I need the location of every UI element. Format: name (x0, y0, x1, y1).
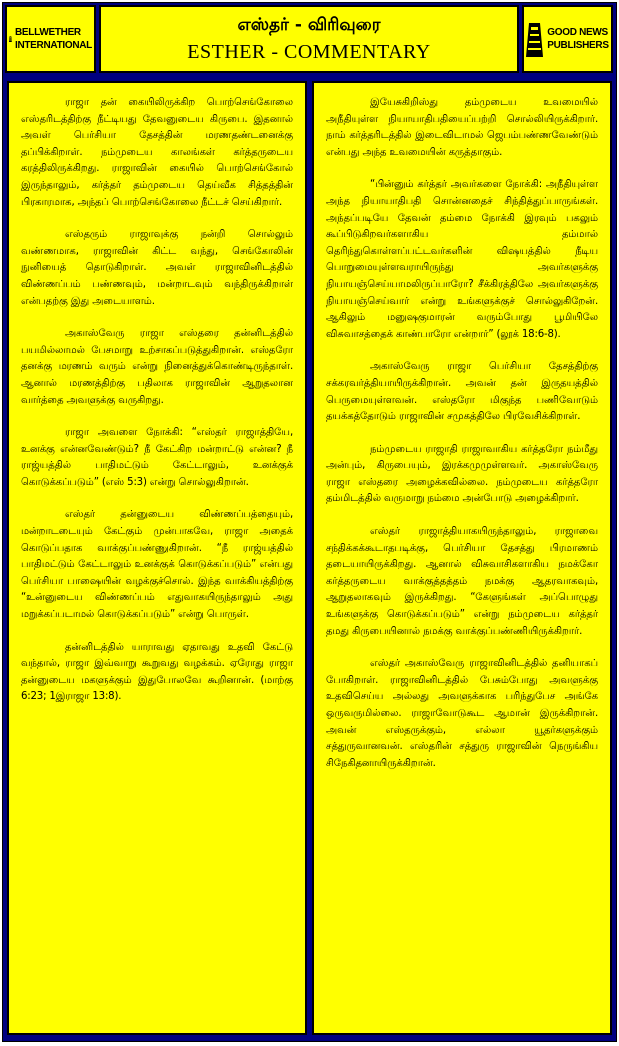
paragraph: எஸ்தர் தன்னுடைய விண்ணப்பத்தையும், மன்றாடடையும் கேட்கும் முன்பாகவே, ராஜா அதைக் கொடுப்பதாக வாக்குப்பண்ணுகிறான். “நீ ராஜ்யத்தில் பாதிமட்டும் கேட்டாலும் உனக்குக் கொடுக்கப்படும்” என்பது பெர்சியா பாஷையின் வழக்குச்சொல். இந்த வாக்கியத்திற்கு “உன்னுடைய விண்ணப்பம் எதுவாகயிருந்தாலும் அது மறுக்கப்படாமல் கொடுக்கப்படும்” என்று பொருள். (21, 507, 293, 623)
bellwether-line2: INTERNATIONAL (15, 39, 92, 52)
paragraph: ராஜா தன் கையிலிருக்கிற பொற்செங்கோலை எஸ்தரிடத்திற்கு நீட்டியது தேவனுடைய கிருபை. இதனால் அவள் பெர்சியா தேசத்தின் மரணதண்டனைக்கு தப்பிக்கிறாள். நம்முடைய காலங்கள் கர்த்தருடைய கரத்திலிருக்கிறது. ராஜாவின் கையில் பொற்செங்கோல் இருந்தாலும், கர்த்தர் தம்முடைய தெய்வீக சித்தத்தின் பிரகாரமாக, அந்தப் பொற்செங்கோலை நீட்டச் செய்கிறார். (21, 95, 293, 211)
paragraph: “பின்னும் கர்த்தர் அவர்களை நோக்கி: அநீதியுள்ள அந்த நியாயாதிபதி சொன்னதைச் சிந்தித்துப்பாருங்கள். அந்தப்படியே தேவன் தம்மை நோக்கி இரவும் பகலும் கூப்பிடுகிறவர்களாகிய தம்மால் தெரிந்துகொள்ளப்பட்டவர்களின் விஷயத்தில் நீடிய பொறுமையுள்ளவராயிருந்து அவர்களுக்கு நியாயஞ்செய்யாமலிருப்பாரோ? சீக்கிரத்திலே அவர்களுக்கு நியாயஞ்செய்வார் என்று உங்களுக்குச் சொல்லுகிறேன். ஆகிலும் மனுஷகுமாரன் வரும்போது பூமியிலே விசுவாசத்தைக் காண்பாரோ என்றார்” (லூக் 18:6-8). (326, 177, 598, 343)
page-title-english: ESTHER - COMMENTARY (187, 41, 430, 64)
good-news-logo (522, 5, 613, 73)
bell-icon (526, 19, 544, 59)
paragraph: எஸ்தரும் ராஜாவுக்கு நன்றி சொல்லும் வண்ணமாக, ராஜாவின் கிட்ட வந்து, செங்கோலின் நுனியைத் தொடுகிறாள். அவள் ராஜாவினிடத்தில் விண்ணப்பம் பண்ணவும், மன்றாடவும் வந்திருக்கிறாள் என்பதற்கு இது அடையாளம். (21, 227, 293, 310)
paragraph: தன்னிடத்தில் யாராவது ஏதாவது உதவி கேட்டு வந்தால், ராஜா இவ்வாறு கூறுவது வழக்கம். ஏரோது ராஜா தன்னுடைய மகளுக்கும் இதுபோலவே கூறினான். (மாற்கு 6:23; 1இராஜா 13:8). (21, 640, 293, 706)
paragraph: ராஜா அவளை நோக்கி: “எஸ்தர் ராஜாத்தியே, உனக்கு என்னவேண்டும்? நீ கேட்கிற மன்றாட்டு என்ன? நீ ராஜ்யத்தில் பாதிமட்டும் கேட்டாலும், உனக்குக் கொடுக்கப்படும்” (எஸ் 5:3) என்று சொல்லுகிறான். (21, 425, 293, 491)
title-box (99, 5, 519, 73)
left-column (7, 81, 307, 1035)
bell-icon (9, 19, 12, 59)
bellwether-logo (5, 5, 96, 73)
paragraph: எஸ்தர் அகாஸ்வேரு ராஜாவினிடத்தில் தனியாகப் போகிறாள். ராஜாவினிடத்தில் பேசும்போது அவளுக்கு உதவிசெய்ய அல்லது அவளுக்காக பரிந்துபேச அங்கே ஒருவருமில்லை. ராஜாவோடுகூட ஆமான் இருக்கிறான். அவன் எஸ்தருக்கும், எல்லா யூதர்களுக்கும் சத்துருவானவன். எஸ்தரின் சத்துரு ராஜாவின் நெருங்கிய சிநேகிதனாயிருக்கிறான். (326, 656, 598, 772)
paragraph: அகாஸ்வேரு ராஜா பெர்சியா தேசத்திற்கு சக்கரவர்த்தியாயிருக்கிறான். அவன் தன் இருதயத்தில் பெருமையுள்ளவன். எஸ்தரோ மிகுந்த பணிவோடும் தயக்கத்தோடும் ராஜாவின் சமுகத்திலே பிரவேசிக்கிறாள். (326, 359, 598, 425)
good-news-line1: GOOD NEWS (547, 26, 608, 39)
paragraph: எஸ்தர் ராஜாத்தியாகயிருந்தாலும், ராஜாவை சந்திக்கக்கூடாதபடிக்கு, பெர்சியா தேசத்து பிரமாணம் தடையாயிருக்கிறது. ஆனால் விசுவாசிகளாகிய நமக்கோ கர்த்தருடைய வாக்குத்தத்தம் நமக்கு ஆதரவாகவும், ஆறுதலாகவும் இருக்கிறது. “கேளுங்கள் அப்பொழுது உங்களுக்கு கொடுக்கப்படும்” என்று நம்முடைய கர்த்தர் தமது கிருபையினால் நமக்கு வாக்குப்பண்ணியிருக்கிறார். (326, 524, 598, 640)
paragraph: அகாஸ்வேரு ராஜா எஸ்தரை தன்னிடத்தில் பயமில்லாமல் பேசமாறு உற்சாகப்படுத்துகிறான். எஸ்தரோ தனக்கு மரணம் வரும் என்று நினைத்துக்கொண்டிருந்தாள். ஆனால் மரணத்திற்கு பதிலாக ராஜாவின் ஆறுதலான வார்த்தை அவளுக்கு வருகிறது. (21, 326, 293, 409)
paragraph: நம்முடைய ராஜாதி ராஜாவாகிய கர்த்தரோ நம்மீது அன்பும், கிருபையும், இரக்கமுமுள்ளவர். அகாஸ்வேரு ராஜா எஸ்தரை அழைக்கவில்லை. நம்முடைய கர்த்தரோ தம்மிடத்தில் வருமாறு நம்மை அன்போடு அழைக்கிறார். (326, 442, 598, 508)
right-column (312, 81, 612, 1035)
bellwether-line1: BELLWETHER (15, 26, 92, 39)
page-title-tamil: எஸ்தர் - விரிவுரை (237, 15, 380, 37)
good-news-logo-text (547, 26, 608, 52)
bellwether-logo-text (15, 26, 92, 52)
header (5, 5, 613, 77)
page (2, 2, 617, 1042)
paragraph: இயேசுகிறிஸ்து தம்முடைய உவமையில் அநீதியுள்ள நியாயாதிபதியைப்பற்றி சொல்லியிருக்கிறார். நாம் கர்த்தரிடத்தில் இடைவிடாமல் ஜெபம்பண்ணவேண்டும் என்பது அந்த உவமையின் கருத்தாகும். (326, 95, 598, 161)
content-columns (7, 81, 612, 1035)
good-news-line2: PUBLISHERS (547, 39, 608, 52)
